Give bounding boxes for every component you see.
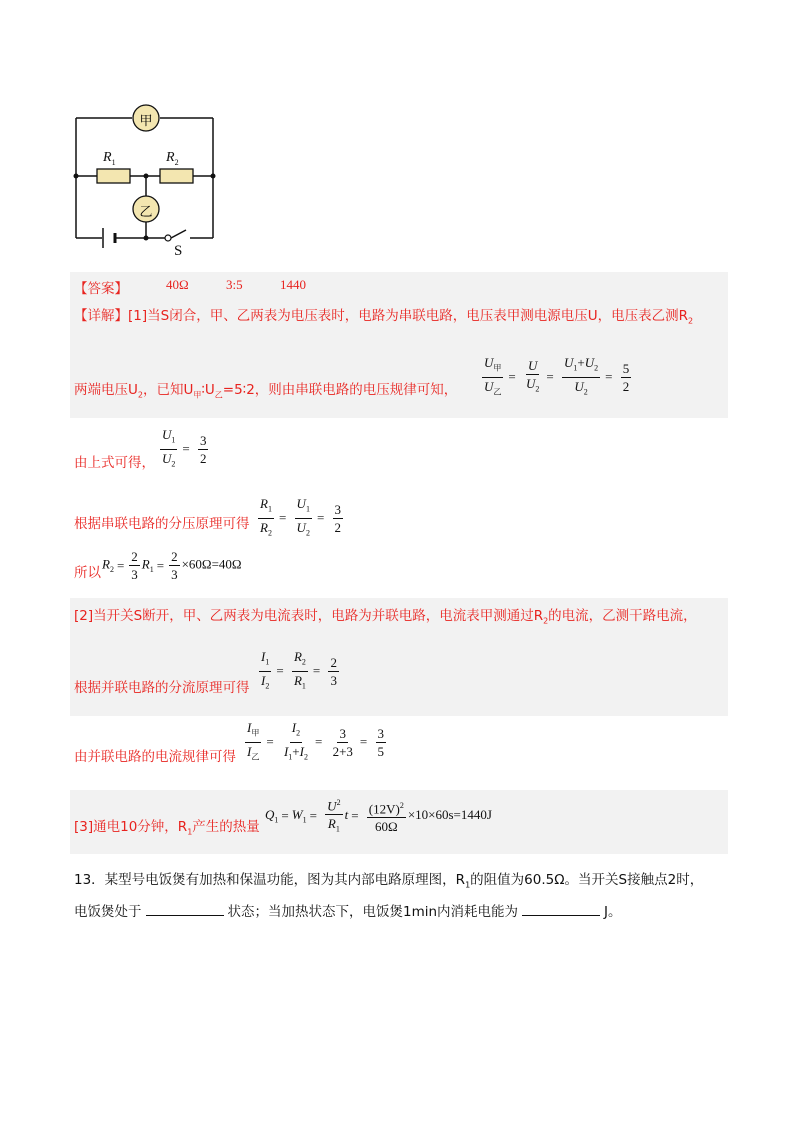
detail-line-1: 【详解】[1]当S闭合，甲、乙两表为电压表时，电路为串联电路，电压表甲测电源电压U，电压表乙测$R_2$	[74, 308, 694, 326]
answer-blank-2[interactable]	[522, 903, 600, 916]
question-13-line-1: 13．某型号电饭煲有加热和保温功能，图为其内部电路原理图，$R_1$的阻值为60.5Ω。当开关S接触点2时，	[74, 872, 704, 890]
answer-blank-1[interactable]	[146, 903, 224, 916]
switch-label: S	[174, 243, 183, 259]
resistor-r2	[160, 169, 193, 183]
resistor-r1	[97, 169, 130, 183]
formula-current-ratio: $\frac{I_甲}{I_乙}$ = $\frac{I_2}{I_1+I_2}$ = $\frac{3}{2+3}$ = $\frac{3}{5}$	[247, 720, 384, 762]
answer-1: 40Ω	[166, 277, 189, 292]
detail-line-5: 所以	[74, 565, 101, 581]
question-13-line-2: 电饭煲处于 状态；当加热状态下，电饭煲1min内消耗电能为 J。	[74, 904, 622, 920]
detail-line-3: 由上式可得，	[74, 455, 155, 471]
formula-r2-value: $R_2$ = $\frac{2}{3}$ $R_1$ = $\frac{2}{3}$ ×60Ω=40Ω	[102, 549, 242, 582]
answer-2: 3:5	[226, 277, 243, 292]
r1-label: $R_1$	[103, 150, 116, 167]
detail-line-8: 由并联电路的电流规律可得	[74, 749, 236, 765]
detail-line-6: [2]当开关S断开，甲、乙两表为电流表时，电路为并联电路，电流表甲测通过$R_2$的电流，乙测干路电流，	[74, 608, 697, 626]
detail-line-2: 两端电压$U_2$，已知$U_甲∶U_乙=5∶2$，则由串联电路的电压规律可知，	[74, 382, 458, 400]
formula-u1-u2: $\frac{U_1}{U_2}$ = $\frac{3}{2}$	[162, 427, 207, 469]
formula-heat: $Q_1 = W_1$ = $\frac{U^2}{R_1}$ t = $\frac{(12V)^2}{60\Omega}$ ×10×60s=1440J	[265, 795, 492, 837]
r2-label: $R_2$	[166, 150, 179, 167]
answer-3: 1440	[280, 277, 306, 292]
formula-i1-i2: $\frac{I_1}{I_2}$ = $\frac{R_2}{R_1}$ = $\frac{2}{3}$	[261, 649, 337, 691]
detail-line-7: 根据并联电路的分流原理可得	[74, 680, 250, 696]
detail-line-9: [3]通电10分钟，$R_1$产生的热量	[74, 819, 260, 837]
meter-yi-label: 乙	[139, 205, 153, 220]
answer-tag: 【答案】	[74, 281, 128, 297]
formula-r1-r2: $\frac{R_1}{R_2}$ = $\frac{U_1}{U_2}$ = $\frac{3}{2}$	[260, 496, 342, 538]
detail-line-4: 根据串联电路的分压原理可得	[74, 516, 250, 532]
meter-jia-label: 甲	[139, 114, 153, 129]
formula-voltage-ratio: $\frac{U_甲}{U_乙}$ = $\frac{U}{U_2}$ = $\frac{U_1+U_2}{U_2}$ = $\frac{5}{2}$	[484, 355, 630, 397]
